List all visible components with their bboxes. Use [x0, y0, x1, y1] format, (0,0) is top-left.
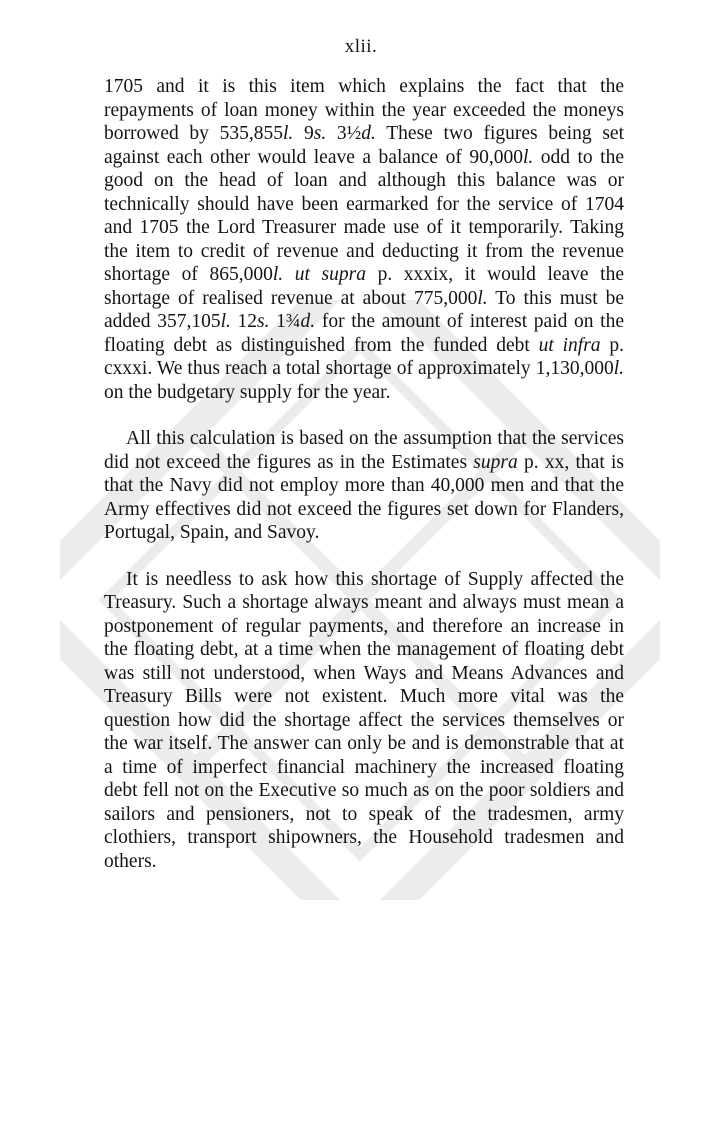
italic-text: l. — [283, 123, 294, 144]
text-run: p. xxxix, it would leave the shortage of realised revenue at about 775,000 — [104, 264, 624, 309]
text-run: on the budgetary supply for the year. — [104, 381, 391, 403]
italic-text: l. — [522, 146, 534, 168]
italic-text: d. — [300, 311, 316, 332]
italic-text: l. ut supra — [272, 264, 366, 285]
text-run: To this must be added 357,105 — [104, 287, 625, 332]
text-run: for the amount of interest paid on the floating debt as distinguished from the funded debt — [104, 311, 624, 356]
text-run: 1705 and it is this item which explains the fact that the repayments of loan money within the year exceeded the moneys borrowed by 535,855 — [104, 76, 624, 144]
italic-text: l. — [613, 358, 624, 379]
text-run: It is needless to ask how this shortage of Supply affected the Treasury. Such a shortage always meant and always must mean a postponement of regular payments, and therefore an increase in the floating debt, at a time when the management of floating debt was still not understood, when Ways and Means Advances and Treasury Bills were not existent. Much more vital was the question how did the shortage affect the services themselves or the war itself. The answer can only be and is demonstrable that at a time of imperfect financial machinery the increased floating debt fell not on the Executive so much as on the poor soldiers and sailors and pensioners, not to speak of the tradesmen, army clothiers, transport shipowners, the Household tradesmen and others. — [104, 568, 624, 872]
italic-text: d. — [361, 123, 376, 144]
text-run: These two figures being set against each other would leave a balance of 90,000 — [104, 123, 625, 168]
body-text — [104, 75, 624, 873]
paragraph-3 — [104, 568, 624, 874]
italic-text: s. — [313, 123, 327, 144]
italic-text: l. — [477, 287, 488, 309]
text-run: odd to the good on the head of loan and although this balance was or technically should have been earmarked for the service of 1704 and 1705 the Lord Treasurer made use of it temporarily. Taking the item to credit of revenue and deducting it from the revenue shortage of 865,000 — [104, 146, 624, 285]
page-number: xlii. — [344, 36, 378, 57]
paragraph-1 — [104, 75, 624, 404]
text-run: All this calculation is based on the assumption that the services did not exceed the figures as in the Estimates — [104, 428, 624, 473]
italic-text: s. — [257, 311, 270, 332]
text-run: 3½ — [326, 123, 362, 144]
text-run: 9 — [293, 123, 314, 144]
paragraph-2 — [104, 427, 624, 545]
italic-text: l. — [220, 311, 231, 332]
text-run: 1¾ — [269, 311, 301, 332]
text-run: p. xx, that is that the Navy did not employ more than 40,000 men and that the Army effectives did not exceed the figures set down for Flanders, Portugal, Spain, and Savoy. — [104, 451, 625, 543]
italic-text: supra — [473, 451, 518, 473]
italic-text: ut infra — [538, 334, 601, 356]
text-run: 12 — [230, 311, 258, 332]
text-run: p. cxxxi. We thus reach a total shortage of approximately 1,130,000 — [104, 334, 625, 379]
